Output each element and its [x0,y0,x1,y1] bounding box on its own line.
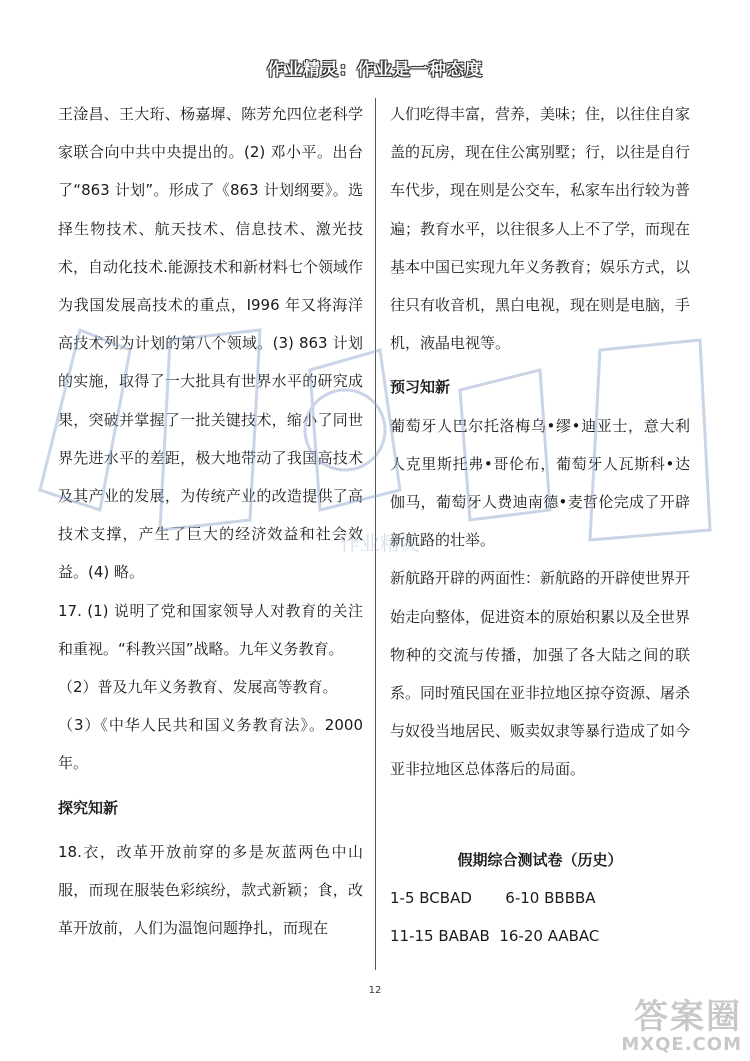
watermark-site-name: 答案圈 [634,997,742,1037]
watermark-corner-logo [621,999,742,1055]
answer-17-part2: （2）普及九年义务教育、发展高等教育。 [58,678,338,697]
page-number: 12 [368,985,382,996]
column-divider [375,98,376,970]
answer-18-continued: 人们吃得丰富，营养，美味；住，以往住自家盖的瓦房，现在住公寓别墅；行，以往是自行车代步，现在则是公交车，私家车出行较为普遍；教育水平，以往很多人上不了学，而现在基本中国已实现九年义务教育；娱乐方式，以往只有收音机，黑白电视，现在则是电脑，手机，液晶电视等。 [390,105,691,353]
watermark-big-text: 作业精灵 [340,531,420,555]
answer-key: BCBAD [419,888,472,907]
explorers-text: 葡萄牙人巴尔托洛梅乌•缪•迪亚士，意大利人克里斯托弗•哥伦布，葡萄牙人瓦斯科•达伽马，葡萄牙人费迪南德•麦哲伦完成了开辟新航路的壮举。 [390,416,690,550]
page-header-title: 作业精灵：作业是一种态度 [267,60,483,80]
answer-key: BABAB [438,926,490,945]
answers-row-2 [390,917,690,955]
answer-range: 1-5 [390,888,415,907]
answer-16-text: 王淦昌、王大珩、杨嘉墀、陈芳允四位老科学家联合向中共中央提出的。(2) 邓小平。出台了“863 计划”。形成了《863 计划纲要》。选择生物技术、航天技术、信息技术、激光技术，自动化技术.能源技术和新材料七个领域作为我国发展高技术的重点，I996 年又将海洋高技术列为计划的第八个领域。(3) 863 计划的实施，取得了一大批具有世界水平的研究成果，突破并掌握了一批关键技术，缩小了同世界先进水平的差距，极大地带动了我国高技术及其产业的发展，为传统产业的改造提供了高技术支撑，产生了巨大的经济效益和社会效益。(4) 略。 [58,105,363,582]
answer-key: BBBBA [544,888,596,907]
answers-row-1 [390,879,690,917]
new-routes-duality-text: 新航路开辟的两面性：新航路的开辟使世界开始走向整体，促进资本的原始积累以及全世界物种的交流与传播，加强了各大陆之间的联系。同时殖民国在亚非拉地区掠夺资源、屠杀与奴役当地居民、贩卖奴隶等暴行造成了如今亚非拉地区总体落后的局面。 [390,569,691,779]
exam-title: 假期综合测试卷（历史） [457,850,623,869]
answer-17-part3: （3）《中华人民共和国义务教育法》。2000年。 [58,716,363,773]
answer-range: 11-15 [390,926,434,945]
answer-key: AABAC [547,926,600,945]
right-column [390,95,690,955]
left-column [58,95,363,947]
answer-range: 16-20 [499,926,543,945]
watermark-url: MXQE.COM [621,1034,742,1055]
heading-preview: 预习知新 [390,378,451,397]
heading-explore: 探究知新 [58,798,119,817]
answer-range: 6-10 [505,888,540,907]
answer-18-text: 18.衣，改革开放前穿的多是灰蓝两色中山服，而现在服装色彩缤纷，款式新颖；食，改革开放前，人们为温饱问题挣扎，而现在 [58,842,363,938]
answer-17-part1: 17. (1) 说明了党和国家领导人对教育的关注和重视。“科教兴国”战略。九年义务教育。 [58,601,363,658]
